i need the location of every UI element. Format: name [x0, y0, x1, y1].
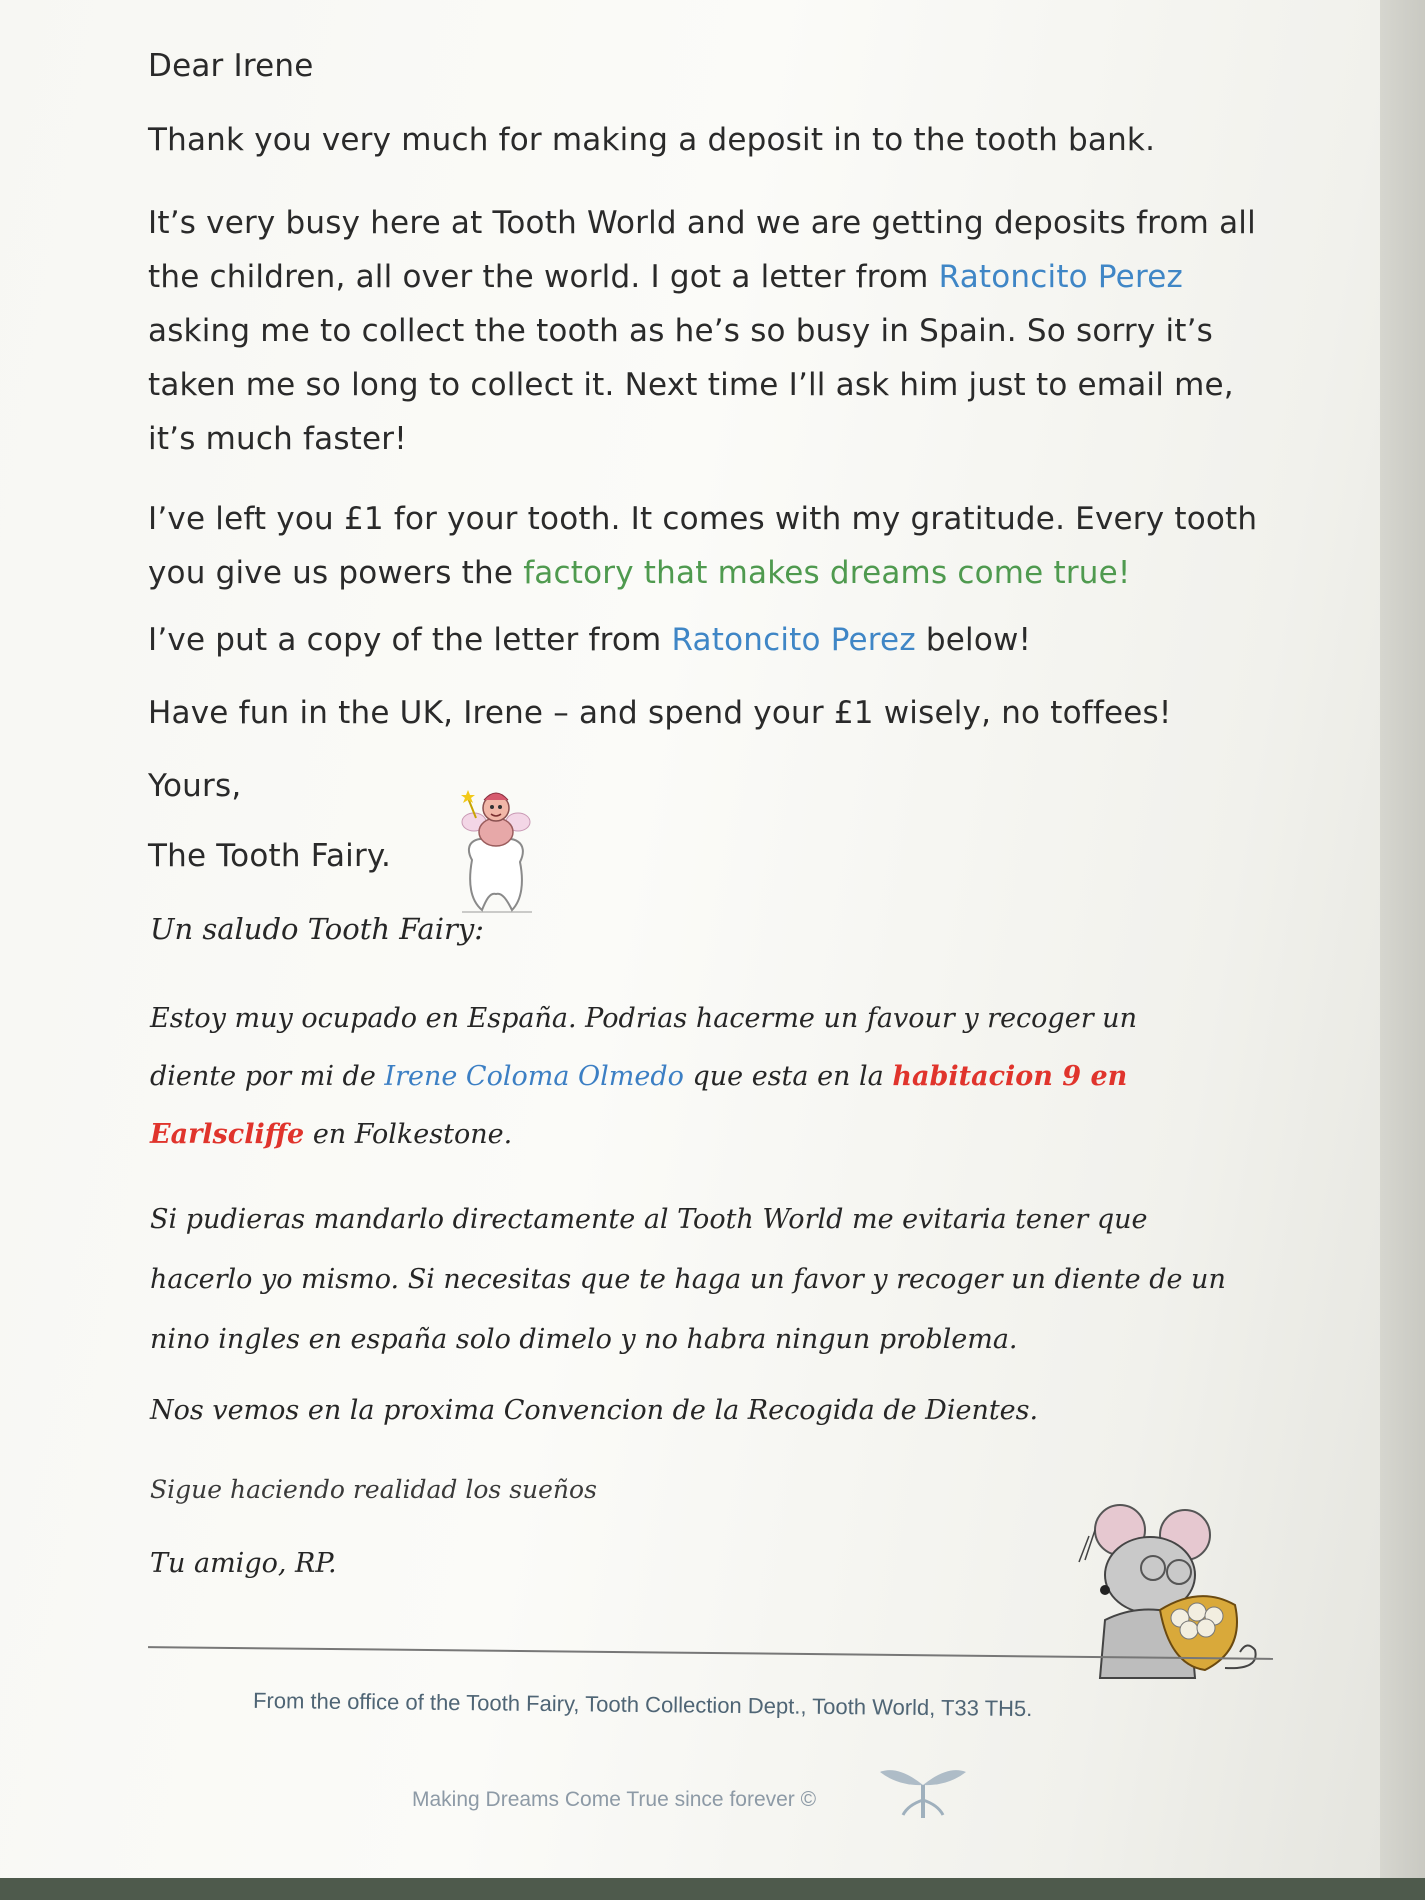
spanish-p4-text: Sigue haciendo realidad los sueños	[150, 1475, 597, 1504]
greeting-text: Dear Irene	[148, 48, 314, 84]
paragraph-1-text: Thank you very much for making a deposit in to the tooth bank.	[148, 122, 1156, 158]
office-address	[253, 1688, 1033, 1722]
child-name: Irene Coloma Olmedo	[384, 1061, 684, 1092]
letter-paragraph-4	[148, 622, 1031, 658]
tagline-text: Making Dreams Come True since forever ©	[412, 1788, 817, 1811]
paragraph-5-text: Have fun in the UK, Irene – and spend your £1 wisely, no toffees!	[148, 695, 1172, 731]
spanish-greeting-text: Un saludo Tooth Fairy:	[150, 912, 484, 946]
spanish-paragraph-4	[150, 1475, 597, 1504]
tooth-fairy-illustration	[452, 782, 542, 917]
letter-closing	[148, 768, 241, 804]
spanish-paragraph-1	[150, 990, 1210, 1164]
office-address-text: From the office of the Tooth Fairy, Tooth Collection Dept., Tooth World, T33 TH5.	[252, 1687, 1033, 1722]
paragraph-3-text: I’ve left you £1 for your tooth. It comes with my gratitude. Every tooth you give us powers the	[148, 501, 1258, 591]
letter-signature	[148, 838, 391, 874]
spanish-greeting	[150, 912, 484, 946]
spanish-closing-text: Tu amigo, RP.	[150, 1548, 337, 1579]
signature-text: The Tooth Fairy.	[148, 838, 392, 874]
fairy-logo-icon	[878, 1760, 968, 1820]
paragraph-2-text-a: It’s very busy here at Tooth World and we are getting deposits from all the children, all over the world. I got a letter from	[148, 205, 1256, 295]
spanish-p1-text-a: Estoy muy ocupado en España. Podrias hacerme un favour y recoger un diente por mi de	[150, 1003, 1137, 1092]
paragraph-4-text-b: below!	[915, 622, 1032, 658]
room-address: habitacion 9 en Earlscliffe	[150, 1061, 1128, 1150]
spanish-closing	[150, 1548, 337, 1579]
letter-paragraph-1	[148, 122, 1288, 158]
spanish-p1-text-c: en Folkestone.	[304, 1119, 513, 1150]
spanish-paragraph-3	[150, 1395, 1250, 1426]
mouse-illustration	[1075, 1500, 1275, 1680]
paragraph-4-text-a: I’ve put a copy of the letter from	[148, 622, 672, 658]
paragraph-2-text-b: asking me to collect the tooth as he’s so busy in Spain. So sorry it’s taken me so long to collect it. Next time I’ll ask him just to email me, it’s much faster!	[148, 313, 1234, 457]
spanish-paragraph-2	[150, 1190, 1230, 1370]
ratoncito-perez-name-2: Ratoncito Perez	[671, 622, 916, 658]
page-edge	[1380, 0, 1425, 1900]
tagline	[412, 1788, 816, 1812]
table-surface	[0, 1878, 1425, 1900]
letter-greeting	[148, 48, 314, 84]
letter-paragraph-5	[148, 695, 1298, 731]
letter-paragraph-3	[148, 492, 1278, 600]
closing-text: Yours,	[148, 768, 242, 804]
spanish-p1-text-b: que esta en la	[683, 1061, 893, 1092]
ratoncito-perez-name: Ratoncito Perez	[938, 259, 1183, 295]
spanish-p2-text: Si pudieras mandarlo directamente al Tooth World me evitaria tener que hacerlo yo mismo. Si necesitas que te haga un favor y recoger un diente de un nino ingles en españa solo dimelo y no habra ningun problema.	[150, 1204, 1226, 1355]
dream-factory-text: factory that makes dreams come true!	[523, 555, 1131, 591]
spanish-p3-text: Nos vemos en la proxima Convencion de la Recogida de Dientes.	[150, 1395, 1039, 1426]
letter-paragraph-2	[148, 196, 1278, 466]
